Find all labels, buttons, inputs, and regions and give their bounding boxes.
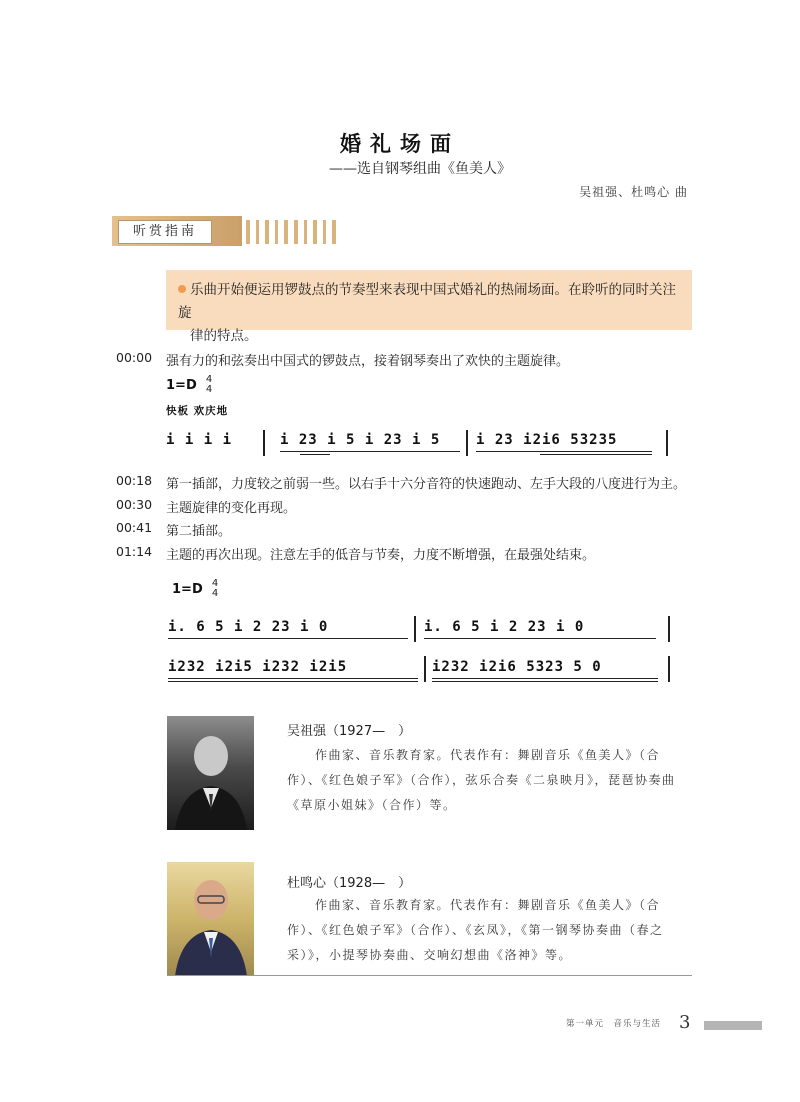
timeline-time: 00:18 [116,473,153,488]
score1-key: 1=D [166,378,197,393]
decorative-stripes [246,220,336,244]
score2-row1-measure1: i. 6 5 i 2 23 i 0 [168,619,329,635]
bio-name-wu: 吴祖强（1927— ） [287,724,412,739]
score1-barline [666,430,668,456]
bio-text-du: 作曲家、音乐教育家。代表作有：舞剧音乐《鱼美人》（合作）、《红色娘子军》（合作）、《玄凤》，《第一钢琴协奏曲（春之采）》，小提琴协奏曲、交响幻想曲《洛神》等。 [287,898,664,962]
guide-label: 听赏指南 [118,220,212,244]
score2-beam [424,638,656,639]
bio-text-wu: 作曲家、音乐教育家。代表作有：舞剧音乐《鱼美人》（合作）、《红色娘子军》（合作），弦乐合奏《二泉映月》，琵琶协奏曲《草原小姐妹》（合作）等。 [287,748,676,812]
score2-beam [432,681,658,682]
score2-row2-measure2: i232 i2i6 5323 5 0 [432,659,602,675]
section-divider [167,975,692,976]
score2-beam [168,678,418,679]
composer-photo-du [167,862,254,976]
score2-barline [668,656,670,682]
timeline-time: 00:30 [116,497,153,512]
guide-note-box [166,270,692,344]
guide-note-line2: 律的特点。 [190,328,258,344]
score2-beam [168,681,418,682]
score1-measure-1: i i i i [166,432,233,448]
bullet-dot-icon [178,285,186,293]
timeline-text: 主题旋律的变化再现。 [166,501,297,516]
score2-time-signature [212,579,218,599]
score2-barline [424,656,426,682]
score2-row1-measure2: i. 6 5 i 2 23 i 0 [424,619,585,635]
score1-barline [466,430,468,456]
score1-measure-2: i 23 i 5 i 23 i 5 [280,432,441,448]
composer-photo-wu [167,716,254,830]
score2-beam [432,678,658,679]
composer-credit: 吴祖强、杜鸣心 曲 [579,185,688,199]
footer-bar [704,1021,762,1030]
score2-key-signature [172,578,218,599]
score1-barline [263,430,265,456]
score1-beam [280,451,460,452]
page-number: 3 [679,1012,691,1033]
score1-beam [540,454,652,455]
score2-row2-measure1: i232 i2i5 i232 i2i5 [168,659,348,675]
footer-unit: 第一单元 音乐与生活 [566,1019,662,1029]
score1-beam [476,451,652,452]
score2-time-top: 4 [211,577,219,589]
score1-key-signature [166,374,212,395]
score1-time-signature [206,375,212,395]
timeline-time: 00:41 [116,520,153,535]
score1-time-bottom: 4 [205,383,213,395]
score1-measure-3: i 23 i2i6 53235 [476,432,618,448]
timeline-time: 00:00 [116,350,153,365]
score2-time-bottom: 4 [211,587,219,599]
timeline-text: 强有力的和弦奏出中国式的锣鼓点，接着钢琴奏出了欢快的主题旋律。 [166,354,570,369]
score2-barline [414,616,416,642]
score2-key: 1=D [172,582,203,597]
timeline-text: 主题的再次出现。注意左手的低音与节奏，力度不断增强，在最强处结束。 [166,548,596,563]
score2-beam [168,638,408,639]
timeline-time: 01:14 [116,544,153,559]
timeline-text: 第二插部。 [166,524,232,539]
score2-barline [668,616,670,642]
score1-beam [300,454,330,455]
score1-time-top: 4 [205,373,213,385]
score1-tempo: 快板 欢庆地 [166,405,229,417]
timeline-text: 第一插部，力度较之前弱一些。以右手十六分音符的快速跑动、左手大段的八度进行为主。 [166,477,687,492]
guide-note-line1: 乐曲开始便运用锣鼓点的节奏型来表现中国式婚礼的热闹场面。在聆听的同时关注旋 [178,282,676,321]
page-subtitle: ——选自钢琴组曲《鱼美人》 [329,161,511,177]
bio-name-du: 杜鸣心（1928— ） [287,876,412,891]
page-title: 婚礼场面 [340,131,460,156]
